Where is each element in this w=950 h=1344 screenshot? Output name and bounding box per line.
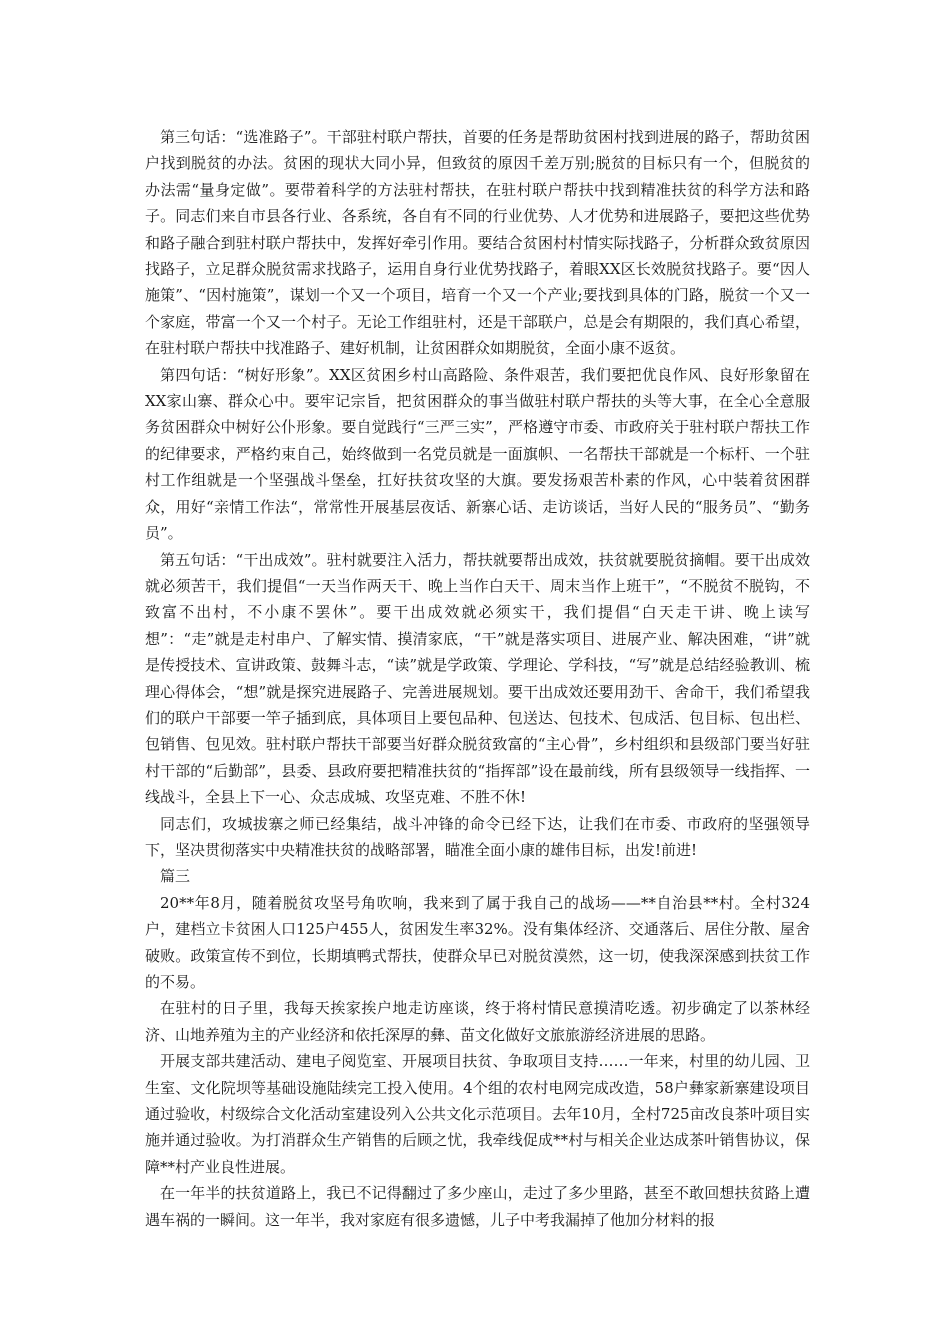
paragraph-projects: 开展支部共建活动、建电子阅览室、开展项目扶贫、争取项目支持……一年来，村里的幼儿园、卫生室、文化院坝等基础设施陆续完工投入使用。4个组的农村电网完成改造，58户彝家新寨建设项目通过验收，村级综合文化活动室建设列入公共文化示范项目。去年10月，全村725亩改良茶叶项目实施并通过验收。为打消群众生产销售的后顾之忧，我牵线促成**村与相关企业达成茶叶销售协议，保障**村产业良性进展。 (145, 1052, 810, 1176)
paragraph-closing-call: 同志们，攻城拔寨之师已经集结，战斗冲锋的命令已经下达，让我们在市委、市政府的坚强领导下，坚决贯彻落实中央精准扶贫的战略部署，瞄准全面小康的雄伟目标，出发!前进! (145, 814, 810, 859)
paragraph-third-point: 第三句话：“选准路子”。干部驻村联户帮扶，首要的任务是帮助贫困村找到进展的路子，帮助贫困户找到脱贫的办法。贫困的现状大同小异，但致贫的原因千差万别;脱贫的目标只有一个，但脱贫的办法需“量身定做”。要带着科学的方法驻村帮扶，在驻村联户帮扶中找到精准扶贫的科学方法和路子。同志们来自市县各行业、各系统，各自有不同的行业优势、人才优势和进展路子，要把这些优势和路子融合到驻村联户帮扶中，发挥好牵引作用。要结合贫困村村情实际找路子，分析群众致贫原因找路子，立足群众脱贫需求找路子，运用自身行业优势找路子，着眼XX区长效脱贫找路子。要“因人施策”、“因村施策”，谋划一个又一个项目，培育一个又一个产业;要找到具体的门路，脱贫一个又一个家庭，带富一个又一个村子。无论工作组驻村，还是干部联户，总是会有期限的，我们真心希望，在驻村联户帮扶中找准路子、建好机制，让贫困群众如期脱贫，全面小康不返贫。 (145, 128, 810, 358)
paragraph-fourth-point: 第四句话：“树好形象”。XX区贫困乡村山高路险、条件艰苦，我们要把优良作风、良好形象留在XX家山寨、群众心中。要牢记宗旨，把贫困群众的事当做驻村联户帮扶的头等大事，在全心全意服务贫困群众中树好公仆形象。要自觉践行“三严三实”，严格遵守市委、市政府关于驻村联户帮扶工作的纪律要求，严格约束自己，始终做到一名党员就是一面旗帜、一名帮扶干部就是一个标杆、一个驻村工作组就是一个坚强战斗堡垒，扛好扶贫攻坚的大旗。要发扬艰苦朴素的作风，心中装着贫困群众，用好“亲情工作法“，常常性开展基层夜话、新寨心话、走访谈话，当好人民的“服务员”、“勤务员”。 (145, 365, 810, 543)
section-heading-part-three: 篇三 (160, 867, 191, 886)
paragraph-fifth-point: 第五句话：“干出成效”。驻村就要注入活力，帮扶就要帮出成效，扶贫就要脱贫摘帽。要干出成效就必须苦干，我们提倡“一天当作两天干、晚上当作白天干、周末当作上班干”，“不脱贫不脱钩，不致富不出村，不小康不罢休”。要干出成效就必须实干，我们提倡“白天走干讲、晚上读写想”：“走”就是走村串户、了解实情、摸清家底，“干”就是落实项目、进展产业、解决困难，“讲”就是传授技术、宣讲政策、鼓舞斗志，“读”就是学政策、学理论、学科技，“写”就是总结经验教训、梳理心得体会，“想”就是探究进展路子、完善进展规划。要干出成效还要用劲干、舍命干，我们希望我们的联户干部要一竿子插到底，具体项目上要包品种、包送达、包技术、包成活、包目标、包出栏、包销售、包见效。驻村联户帮扶干部要当好群众脱贫致富的“主心骨”，乡村组织和县级部门要当好驻村干部的“后勤部”，县委、县政府要把精准扶贫的“指挥部”设在最前线，所有县级领导一线指挥、一线战斗，全县上下一心、众志成城、攻坚克难、不胜不休! (145, 550, 810, 807)
paragraph-reflection: 在一年半的扶贫道路上，我已不记得翻过了多少座山，走过了多少里路，甚至不敢回想扶贫路上遭遇车祸的一瞬间。这一年半，我对家庭有很多遗憾，儿子中考我漏掉了他加分材料的报 (145, 1184, 810, 1229)
document-body (145, 124, 810, 1233)
paragraph-arrival: 20**年8月，随着脱贫攻坚号角吹响，我来到了属于我自己的战场——**自治县**村。全村324户，建档立卡贫困人口125户455人，贫困发生率32%。没有集体经济、交通落后、居住分散、屋舍破败。政策宣传不到位，长期填鸭式帮扶，使群众早已对脱贫漠然，这一切，使我深深感到扶贫工作的不易。 (145, 893, 810, 991)
paragraph-village-visits: 在驻村的日子里，我每天挨家挨户地走访座谈，终于将村情民意摸清吃透。初步确定了以茶林经济、山地养殖为主的产业经济和依托深厚的彝、苗文化做好文旅旅游经济进展的思路。 (145, 999, 810, 1044)
